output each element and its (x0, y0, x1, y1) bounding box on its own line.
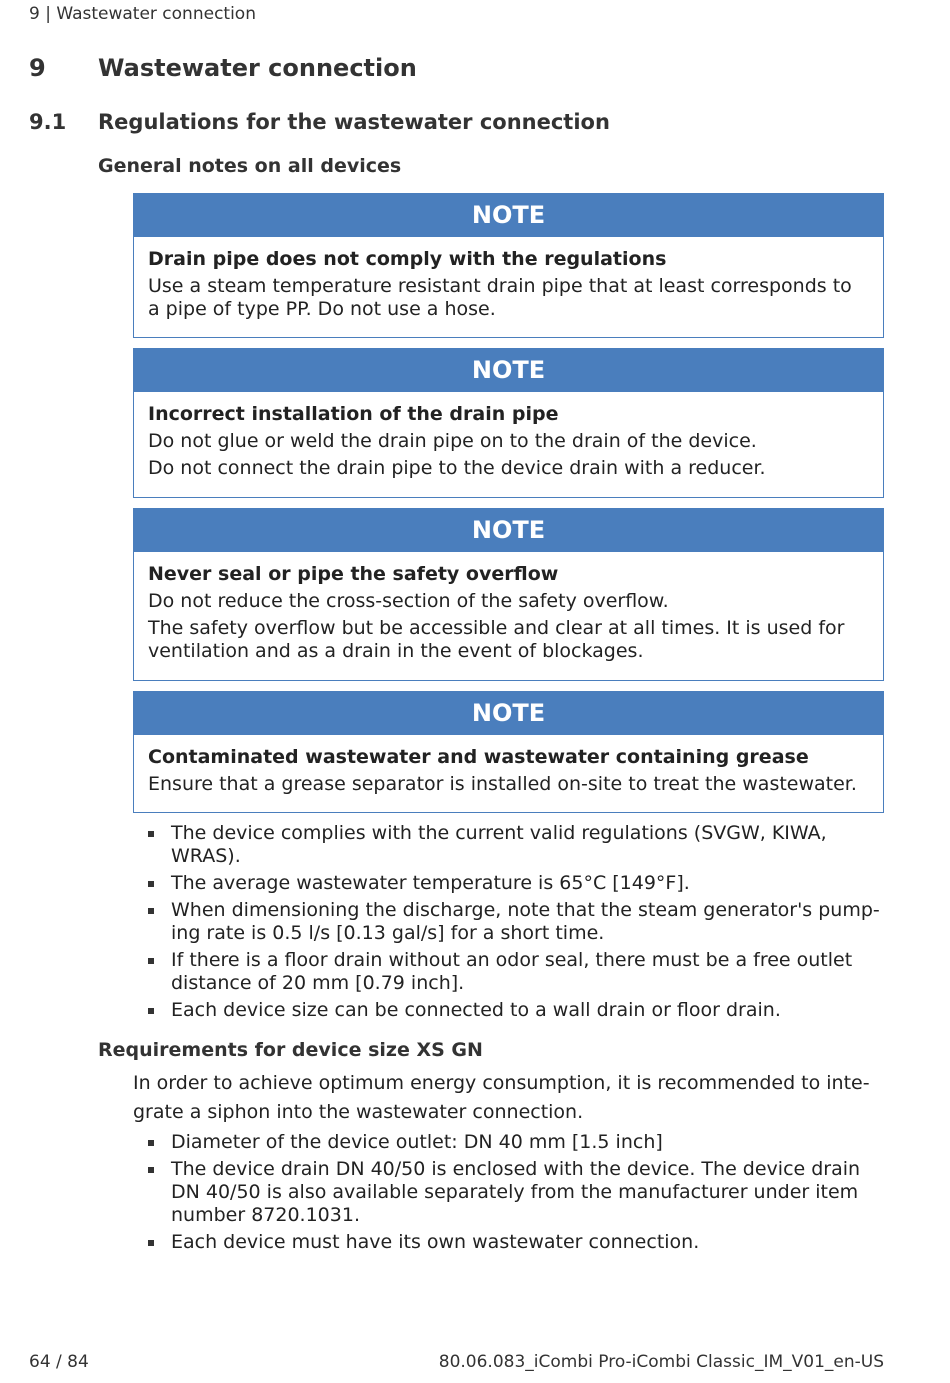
note-label: NOTE (134, 349, 883, 392)
note-box (133, 193, 884, 338)
general-bullet-list (148, 822, 888, 1026)
list-item: The device drain DN 40/50 is enclosed with the device. The device drain DN 40/50 is also available separately from the manufacturer under item number 8720.1031. (148, 1158, 888, 1227)
chapter-number: 9 (29, 54, 46, 82)
note-text: Do not connect the drain pipe to the device drain with a reducer. (148, 457, 766, 479)
document-id: 80.06.083_iCombi Pro-iCombi Classic_IM_V01_en-US (438, 1352, 884, 1372)
note-text: Do not reduce the cross-section of the safety overflow. (148, 590, 669, 612)
list-item: The device complies with the current valid regulations (SVGW, KIWA, WRAS). (148, 822, 888, 868)
list-item: The average wastewater temperature is 65°C [149°F]. (148, 872, 888, 895)
list-item: When dimensioning the discharge, note that the steam generator's pump-ing rate is 0.5 l/s [0.13 gal/s] for a short time. (148, 899, 888, 945)
note-title: Incorrect installation of the drain pipe (148, 403, 559, 425)
note-title: Contaminated wastewater and wastewater containing grease (148, 746, 809, 768)
list-item: Each device must have its own wastewater connection. (148, 1231, 888, 1254)
section-heading (29, 110, 610, 134)
note-text: The safety overflow but be accessible and clear at all times. It is used for ventilation and as a drain in the event of blockages. (148, 617, 845, 662)
xs-paragraph: In order to achieve optimum energy consumption, it is recommended to inte-grate a siphon into the wastewater connection. (133, 1072, 870, 1123)
page-number: 64 / 84 (29, 1352, 89, 1372)
note-text: Use a steam temperature resistant drain pipe that at least corresponds to a pipe of type PP. Do not use a hose. (148, 275, 852, 320)
section-number: 9.1 (29, 110, 67, 134)
note-box (133, 508, 884, 681)
note-label: NOTE (134, 692, 883, 735)
note-title: Never seal or pipe the safety overflow (148, 563, 559, 585)
section-title: Regulations for the wastewater connection (98, 110, 610, 134)
chapter-title: Wastewater connection (98, 54, 417, 82)
list-item: If there is a floor drain without an odor seal, there must be a free outlet distance of 20 mm [0.79 inch]. (148, 949, 888, 995)
chapter-heading (29, 54, 417, 82)
note-box (133, 348, 884, 498)
list-item: Diameter of the device outlet: DN 40 mm [1.5 inch] (148, 1131, 888, 1154)
note-box (133, 691, 884, 813)
note-text: Do not glue or weld the drain pipe on to the drain of the device. (148, 430, 757, 452)
xs-requirements-heading: Requirements for device size XS GN (98, 1039, 483, 1061)
general-notes-heading: General notes on all devices (98, 155, 402, 177)
note-label: NOTE (134, 509, 883, 552)
note-label: NOTE (134, 194, 883, 237)
note-title: Drain pipe does not comply with the regulations (148, 248, 667, 270)
note-text: Ensure that a grease separator is installed on-site to treat the wastewater. (148, 773, 857, 795)
list-item: Each device size can be connected to a wall drain or floor drain. (148, 999, 888, 1022)
running-header: 9 | Wastewater connection (29, 4, 256, 24)
xs-bullet-list (148, 1131, 888, 1258)
